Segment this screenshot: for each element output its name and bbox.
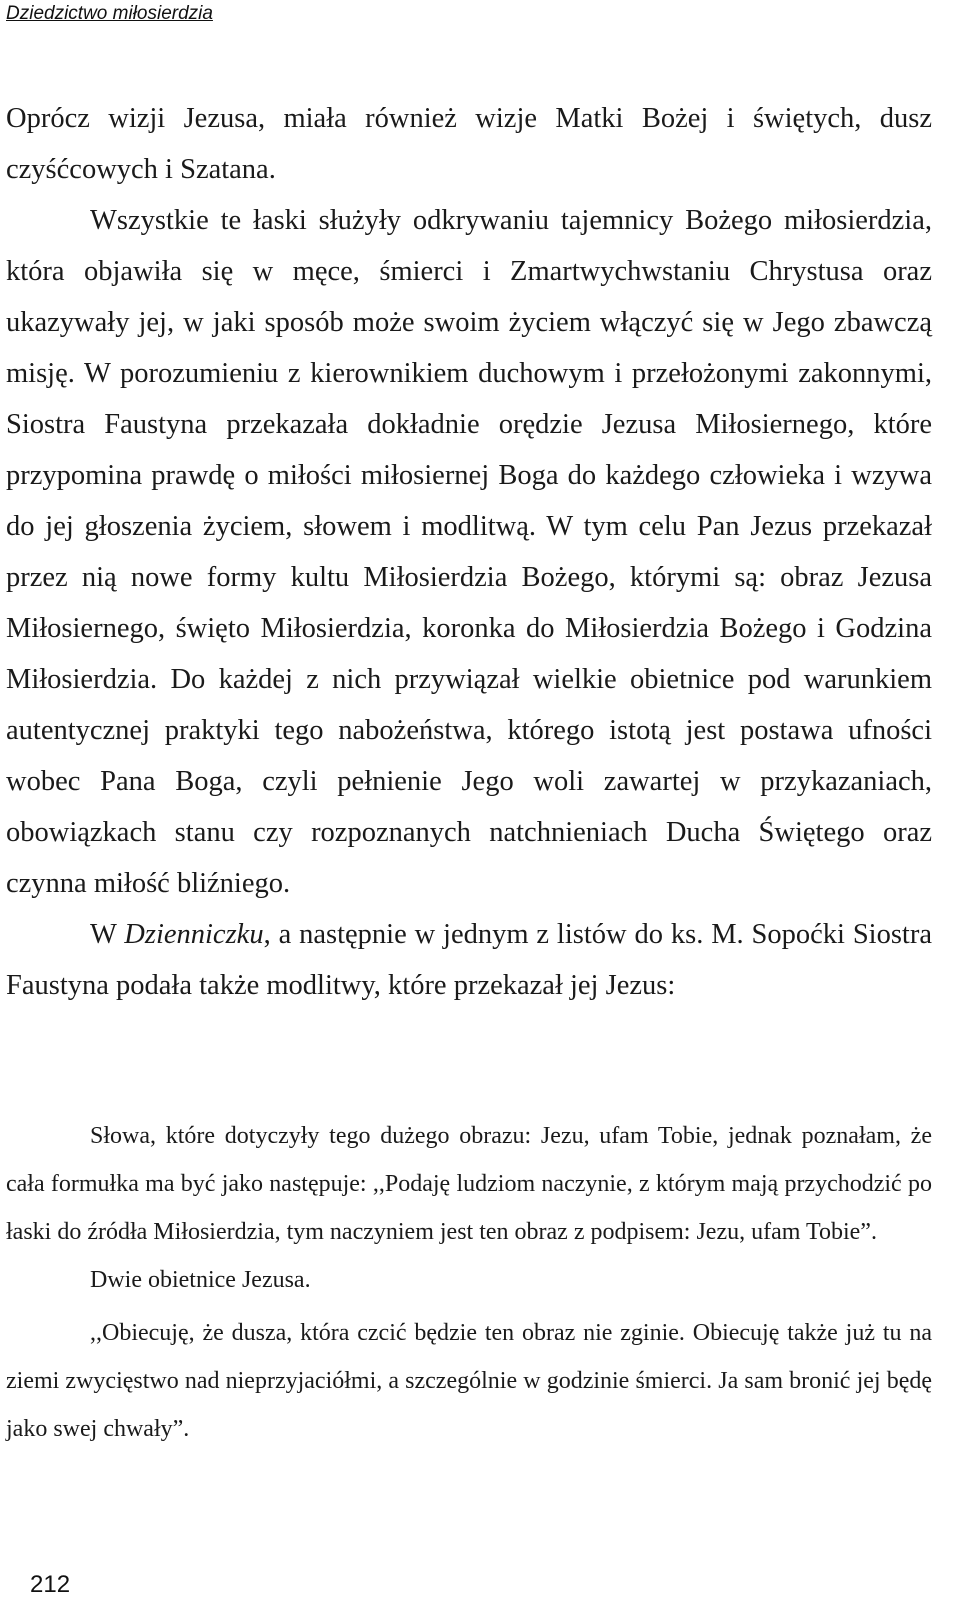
book-title: Dzienniczku	[124, 919, 264, 950]
main-text	[6, 93, 932, 1011]
quote-paragraph: ,,Obiecuję, że dusza, która czcić będzie ten obraz nie zginie. Obiecuję także już tu na ziemi zwycięstwo nad nieprzyjaciółmi, a szczególnie w godzinie śmierci. Ja sam bronić jej będę jako swej chwały”.	[6, 1320, 932, 1442]
paragraph: Oprócz wizji Jezusa, miała również wizje Matki Bożej i świętych, dusz czyśćcowych i Szatana.	[6, 103, 932, 185]
text-segment: W	[90, 919, 125, 950]
paragraph	[6, 909, 932, 1011]
page-number: 212	[30, 1571, 71, 1598]
text-segment: , a następnie w jednym z listów do ks. M. Sopoćki Siostra Faustyna podała także modlitwy, które przekazał jej Jezus:	[6, 919, 932, 1001]
quotation-block	[6, 1112, 932, 1453]
paragraph: Wszystkie te łaski służyły odkrywaniu tajemnicy Bożego miłosierdzia, która objawiła się w męce, śmierci i Zmartwychwstaniu Chrystusa oraz ukazywały jej, w jaki sposób może swoim życiem włączyć się w Jego zbawczą misję. W porozumieniu z kierownikiem duchowym i przełożonymi zakonnymi, Siostra Faustyna przekazała dokładnie orędzie Jezusa Miłosiernego, które przypomina prawdę o miłości miłosiernej Boga do każdego człowieka i wzywa do jej głoszenia życiem, słowem i modlitwą. W tym celu Pan Jezus przekazał przez nią nowe formy kultu Miłosierdzia Bożego, którymi są: obraz Jezusa Miłosiernego, święto Miłosierdzia, koronka do Miłosierdzia Bożego i Godzina Miłosierdzia. Do każdej z nich przywiązał wielkie obietnice pod warunkiem autentycznej praktyki tego nabożeństwa, którego istotą jest postawa ufności wobec Pana Boga, czyli pełnienie Jego woli zawartej w przykazaniach, obowiązkach stanu czy rozpoznanych natchnieniach Ducha Świętego oraz czynna miłość bliźniego.	[6, 205, 932, 899]
quote-paragraph: Słowa, które dotyczyły tego dużego obrazu: Jezu, ufam Tobie, jednak poznałam, że cała formułka ma być jako następuje: ,,Podaję ludziom naczynie, z którym mają przychodzić po łaski do źródła Miłosierdzia, tym naczyniem jest ten obraz z podpisem: Jezu, ufam Tobie”.	[6, 1123, 932, 1245]
quote-paragraph: Dwie obietnice Jezusa.	[90, 1267, 311, 1293]
running-header: Dziedzictwo miłosierdzia	[6, 3, 213, 24]
